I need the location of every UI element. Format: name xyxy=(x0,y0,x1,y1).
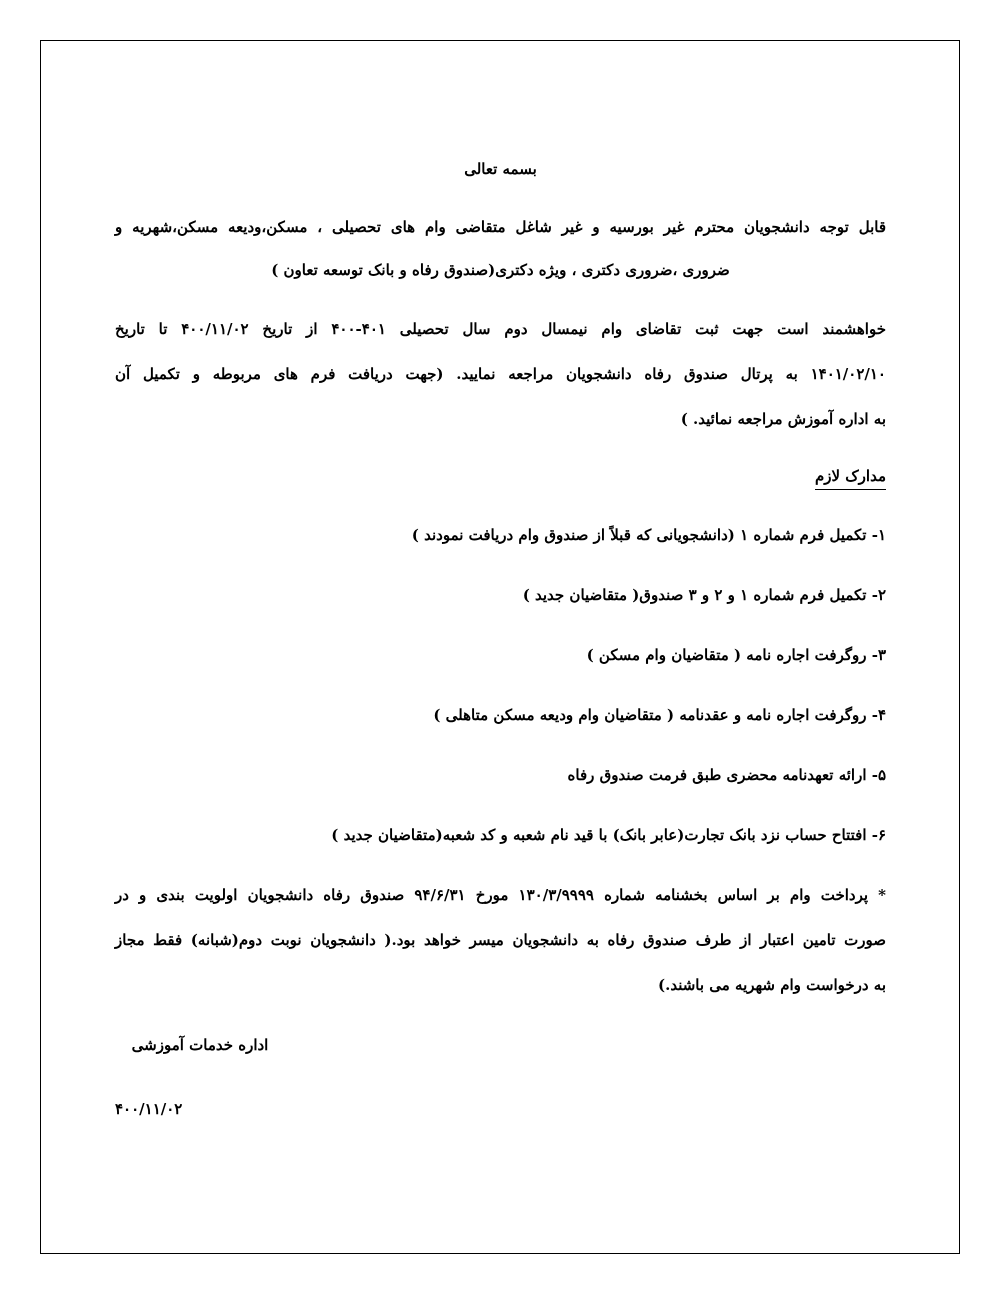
requirement-item-4: ۴- روگرفت اجاره نامه و عقدنامه ( متقاضیان وام ودیعه مسکن متاهلی ) xyxy=(433,706,886,724)
note-line-1: * پرداخت وام بر اساس بخشنامه شماره ۱۳۰/۳/۹۹۹۹ مورخ ۹۴/۶/۳۱ صندوق رفاه دانشجویان اولویت بندی و در xyxy=(115,886,886,904)
requirements-heading xyxy=(115,465,886,490)
requirements-heading-text: مدارک لازم xyxy=(815,465,886,490)
intro-line-1: قابل توجه دانشجویان محترم غیر بورسیه و غیر شاغل متقاضی وام های تحصیلی ، مسکن،ودیعه مسکن،شهریه و xyxy=(115,218,886,236)
requirement-item-1: ۱- تکمیل فرم شماره ۱ (دانشجویانی که قبلاً از صندوق وام دریافت نمودند ) xyxy=(411,526,886,544)
signature-office: اداره خدمات آموزشی xyxy=(131,1036,269,1054)
request-line-1: خواهشمند است جهت ثبت تقاضای وام نیمسال دوم سال تحصیلی ۴۰۱-۴۰۰ از تاریخ ۴۰۰/۱۱/۰۲ تا تاریخ xyxy=(115,320,886,338)
document-date: ۴۰۰/۱۱/۰۲ xyxy=(115,1100,183,1118)
requirement-item-2: ۲- تکمیل فرم شماره ۱ و ۲ و ۳ صندوق( متقاضیان جدید ) xyxy=(522,586,886,604)
requirement-item-5: ۵- ارائه تعهدنامه محضری طبق فرمت صندوق رفاه xyxy=(567,766,886,784)
intro-line-2: ضروری ،ضروری دکتری ، ویژه دکتری(صندوق رفاه و بانک توسعه تعاون ) xyxy=(271,261,730,279)
note-line-2: صورت تامین اعتبار از طرف صندوق رفاه به دانشجویان میسر خواهد بود.( دانشجویان نوبت دوم(شبانه) فقط مجاز xyxy=(115,931,886,949)
requirement-item-6: ۶- افتتاح حساب نزد بانک تجارت(عابر بانک) با قید نام شعبه و کد شعبه(متقاضیان جدید ) xyxy=(331,826,886,844)
requirement-item-3: ۳- روگرفت اجاره نامه ( متقاضیان وام مسکن ) xyxy=(586,646,886,664)
request-line-2: ۱۴۰۱/۰۲/۱۰ به پرتال صندوق رفاه دانشجویان مراجعه نمایید. (جهت دریافت فرم های مربوطه و تکمیل آن xyxy=(115,365,886,383)
request-line-3: به اداره آموزش مراجعه نمائید. ) xyxy=(680,410,886,428)
note-line-3: به درخواست وام شهریه می باشند.) xyxy=(658,976,886,994)
invocation-heading: بسمه تعالی xyxy=(464,160,537,178)
